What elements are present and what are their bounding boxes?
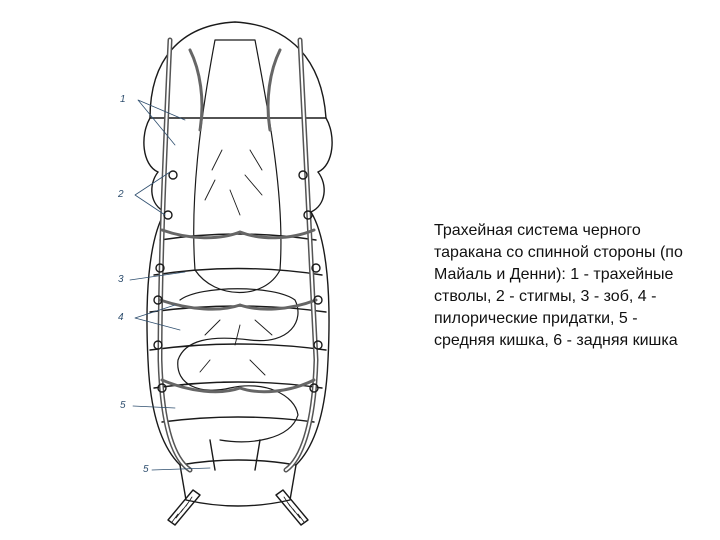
figure-label-2: 2 (118, 189, 124, 200)
figure-label-5b: 5 (143, 464, 149, 475)
figure-label-5a: 5 (120, 400, 126, 411)
figure-caption: Трахейная система черного таракана со спинной стороны (по Майаль и Денни): 1 - трахейные стволы, 2 - стигмы, 3 - зоб, 4 - пилорические придатки, 5 - средняя кишка, 6 - задняя кишка (434, 222, 683, 349)
cockroach-illustration-icon (100, 0, 360, 540)
figure-label-4: 4 (118, 312, 124, 323)
figure-label-3: 3 (118, 274, 124, 285)
figure-label-1: 1 (120, 94, 126, 105)
cockroach-tracheal-system-figure (100, 0, 360, 540)
